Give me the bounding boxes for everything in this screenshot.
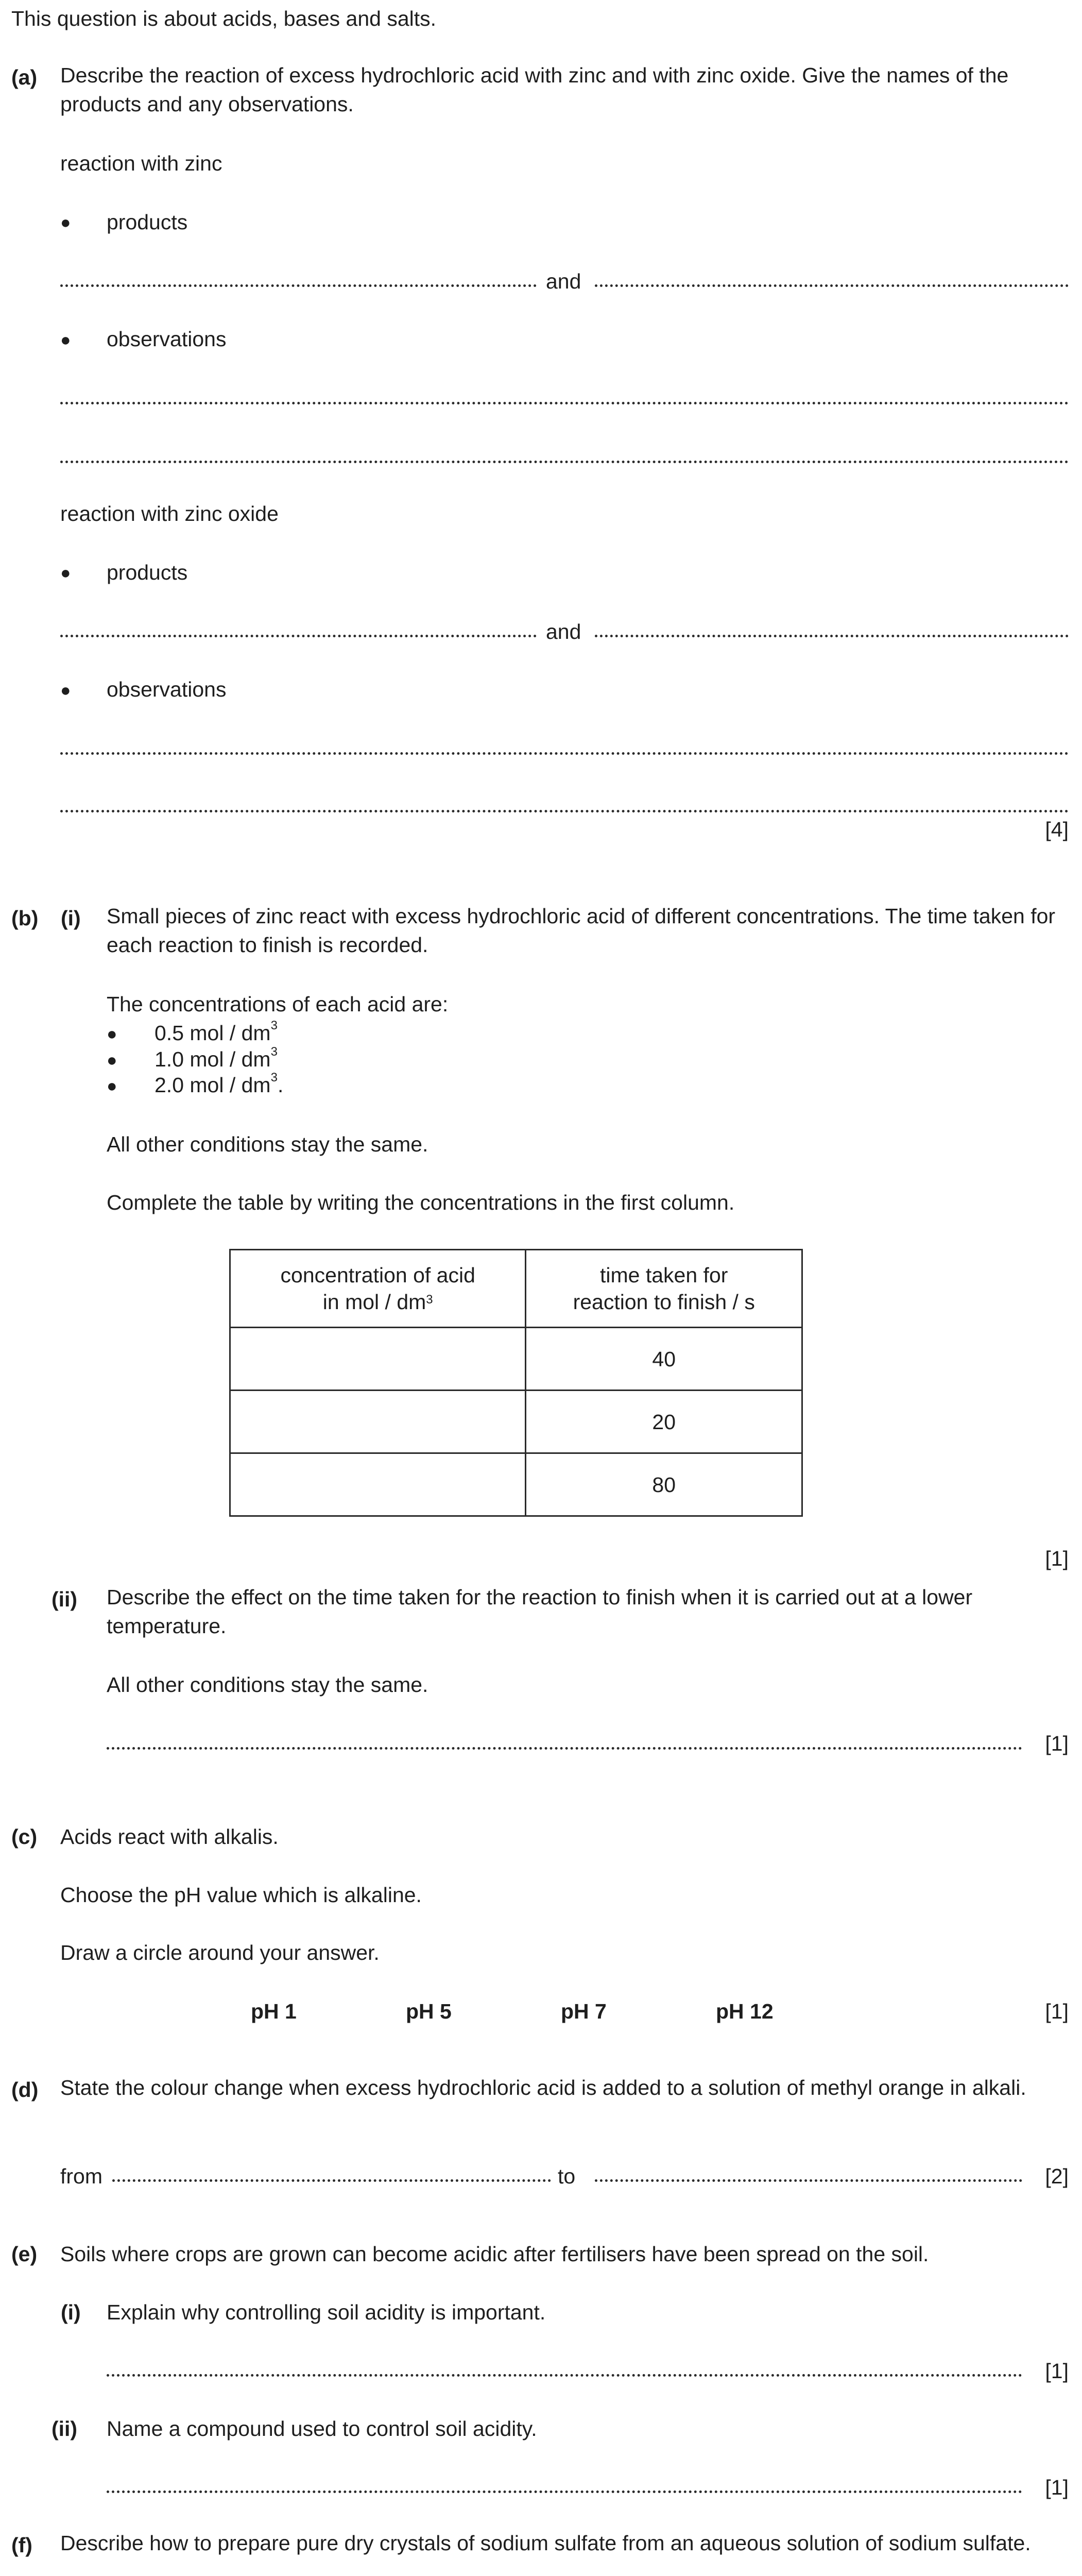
and-word: and <box>546 269 581 293</box>
time-cell: 40 <box>526 1328 802 1391</box>
part-b-i-label: (i) <box>61 906 81 930</box>
table-row <box>230 1391 802 1453</box>
part-b-ii-question: Describe the effect on the time taken for the reaction to finish when it is carried out at a lower temperature. <box>107 1585 973 1638</box>
marks-b-i: [1] <box>1045 1547 1069 1570</box>
answer-line-d-to[interactable] <box>595 2179 1022 2182</box>
table-instruction: Complete the table by writing the concentrations in the first column. <box>107 1191 735 1214</box>
part-e-i-question: Explain why controlling soil acidity is important. <box>107 2300 546 2324</box>
concentration-cell[interactable] <box>230 1391 526 1453</box>
part-b-ii-label: (ii) <box>51 1587 78 1611</box>
answer-line-zinc-product-1[interactable] <box>60 284 537 287</box>
concentration-item: 2.0 mol / $dm^3$. <box>154 1071 284 1097</box>
part-c-instruction: Choose the pH value which is alkaline. <box>60 1883 422 1907</box>
concentration-cell[interactable] <box>230 1328 526 1391</box>
answer-line-zinc-oxide-product-2[interactable] <box>595 635 1069 637</box>
observations-label: observations <box>107 327 227 351</box>
marks-e-ii: [1] <box>1045 2476 1069 2499</box>
zinc-heading: reaction with zinc <box>60 151 222 175</box>
time-cell: 80 <box>526 1453 802 1516</box>
products-label: products <box>107 210 188 234</box>
part-a-label: (a) <box>11 65 38 89</box>
bullet: ● <box>60 213 71 232</box>
question-intro: This question is about acids, bases and salts. <box>11 7 437 30</box>
part-e-ii-question: Name a compound used to control soil acidity. <box>107 2417 537 2441</box>
concentration-cell[interactable] <box>230 1453 526 1516</box>
answer-line-zinc-product-2[interactable] <box>595 284 1069 287</box>
concentrations-intro: The concentrations of each acid are: <box>107 992 449 1016</box>
ph-option-12[interactable]: pH 12 <box>716 1999 774 2023</box>
observations-label: observations <box>107 677 227 701</box>
marks-c: [1] <box>1045 1999 1069 2023</box>
answer-line-zinc-oxide-product-1[interactable] <box>60 635 537 637</box>
marks-d: [2] <box>1045 2164 1069 2188</box>
table-row <box>230 1453 802 1516</box>
concentration-table <box>229 1249 803 1517</box>
table-header-row <box>230 1250 802 1328</box>
part-e-i-label: (i) <box>61 2300 81 2324</box>
and-word: and <box>546 620 581 643</box>
part-e-statement: Soils where crops are grown can become acidic after fertilisers have been spread on the soil. <box>60 2242 929 2266</box>
conditions-note: All other conditions stay the same. <box>107 1673 428 1697</box>
concentration-item: 1.0 mol / $dm^3$ <box>154 1045 278 1071</box>
bullet: ● <box>60 563 71 583</box>
answer-line-zinc-oxide-observation-2[interactable] <box>60 810 1069 812</box>
part-c-instruction-circle: Draw a circle around your answer. <box>60 1941 380 1964</box>
bullet: ● <box>107 1024 117 1044</box>
marks-a: [4] <box>1045 818 1069 841</box>
ph-option-5[interactable]: pH 5 <box>406 1999 452 2023</box>
part-f-label: (f) <box>11 2533 32 2557</box>
products-label: products <box>107 561 188 584</box>
answer-line-zinc-observation-2[interactable] <box>60 461 1069 463</box>
bullet: ● <box>60 681 71 700</box>
part-c-label: (c) <box>11 1825 38 1849</box>
answer-line-e-i[interactable] <box>107 2374 1022 2377</box>
conditions-note: All other conditions stay the same. <box>107 1132 428 1156</box>
bullet: ● <box>107 1050 117 1070</box>
concentration-item: 0.5 mol / $dm^3$ <box>154 1019 278 1045</box>
marks-b-ii: [1] <box>1045 1732 1069 1755</box>
part-c-statement: Acids react with alkalis. <box>60 1825 279 1849</box>
part-b-i-question: Small pieces of zinc react with excess hydrochloric acid of different concentrations. The time taken for each reaction to finish is recorded. <box>107 904 1056 957</box>
bullet: ● <box>107 1076 117 1096</box>
to-word: to <box>558 2164 576 2188</box>
part-d-label: (d) <box>11 2078 39 2102</box>
part-b-label: (b) <box>11 906 39 930</box>
part-a-question: Describe the reaction of excess hydrochloric acid with zinc and with zinc oxide. Give the names of the products and any observations. <box>60 63 1009 116</box>
answer-line-d-from[interactable] <box>112 2179 551 2182</box>
time-cell: 20 <box>526 1391 802 1453</box>
bullet: ● <box>60 330 71 350</box>
answer-line-b-ii[interactable] <box>107 1747 1022 1750</box>
answer-line-e-ii[interactable] <box>107 2490 1022 2493</box>
ph-option-1[interactable]: pH 1 <box>251 1999 297 2023</box>
zinc-oxide-heading: reaction with zinc oxide <box>60 502 279 526</box>
ph-option-7[interactable]: pH 7 <box>561 1999 607 2023</box>
header-time: time taken for reaction to finish / s <box>526 1250 802 1328</box>
part-e-ii-label: (ii) <box>51 2417 78 2441</box>
header-concentration: concentration of acid in mol / $dm^3$ <box>230 1250 526 1328</box>
part-f-question: Describe how to prepare pure dry crystals of sodium sulfate from an aqueous solution of sodium sulfate. <box>60 2531 1031 2555</box>
table-row <box>230 1328 802 1391</box>
answer-line-zinc-observation-1[interactable] <box>60 402 1069 404</box>
part-e-label: (e) <box>11 2242 38 2266</box>
marks-e-i: [1] <box>1045 2359 1069 2383</box>
answer-line-zinc-oxide-observation-1[interactable] <box>60 752 1069 755</box>
from-word: from <box>60 2164 102 2188</box>
part-d-question: State the colour change when excess hydrochloric acid is added to a solution of methyl orange in alkali. <box>60 2076 1026 2099</box>
